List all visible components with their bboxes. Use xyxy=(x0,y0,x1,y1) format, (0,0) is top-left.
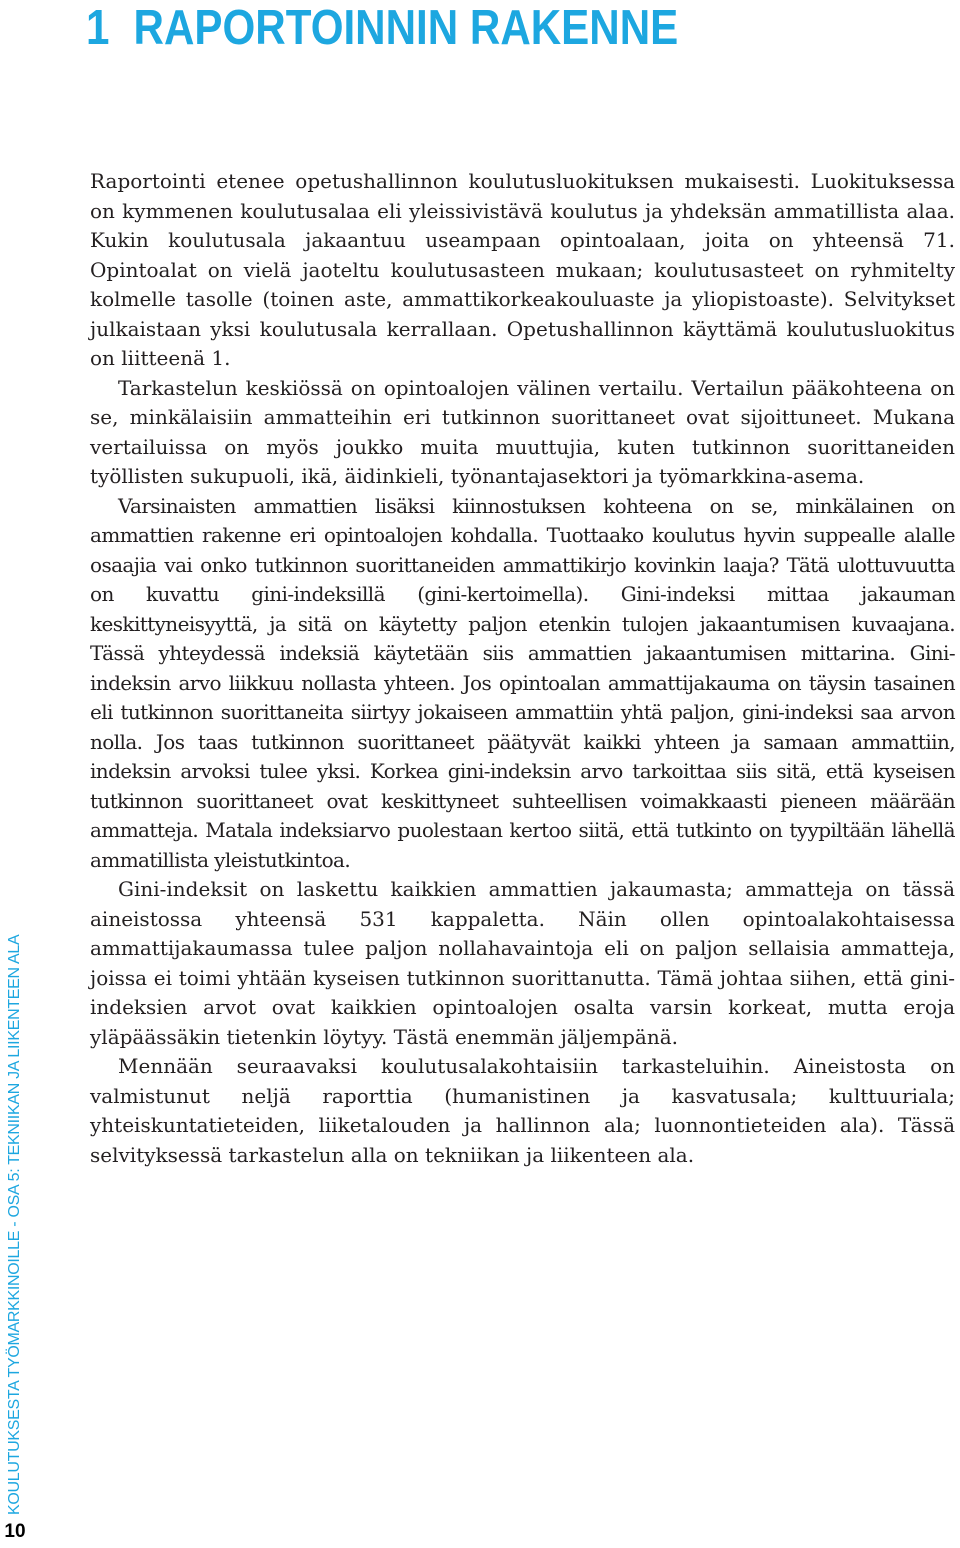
chapter-heading xyxy=(86,0,678,56)
paragraph: Gini-indeksit on laskettu kaikkien ammattien jakaumasta; ammatteja on tässä aineistossa yhteensä 531 kappaletta. Näin ollen opintoalakohtaisessa ammattijakaumassa tulee paljon nollahavaintoja eli on paljon sellaisia ammatteja, joissa ei toimi yhtään kyseisen tutkinnon suorittanutta. Tämä johtaa siihen, että gini-indeksien arvot ovat kaikkien opintoalojen osalta varsin korkeat, mutta eroja yläpäässäkin tietenkin löytyy. Tästä enemmän jäljempänä. xyxy=(90,877,955,1049)
body-text xyxy=(90,167,955,1170)
paragraph: Mennään seuraavaksi koulutusalakohtaisiin tarkasteluihin. Aineistosta on valmistunut neljä raporttia (humanistinen ja kasvatusala; kulttuuriala; yhteiskuntatieteiden, liiketalouden ja hallinnon ala; luonnontieteiden ala). Tässä selvityksessä tarkastelun alla on tekniikan ja liikenteen ala. xyxy=(90,1054,955,1167)
page-number: 10 xyxy=(4,1521,26,1542)
paragraph: Varsinaisten ammattien lisäksi kiinnostuksen kohteena on se, minkälainen on ammattien rakenne eri opintoalojen kohdalla. Tuottaako koulutus hyvin suppealle alalle osaajia vai onko tutkinnon suorittaneiden ammattikirjo kovinkin laaja? Tätä ulottuvuutta on kuvattu gini-indeksillä (gini-kertoimella). Gini-indeksi mittaa jakauman keskittyneisyyttä, ja sitä on käytetty paljon etenkin tulojen jakaantumisen kuvaajana. Tässä yhteydessä indeksiä käytetään siis ammattien jakaantumisen mittarina. Gini-indeksin arvo liikkuu nollasta yhteen. Jos opintoalan ammattijakauma on täysin tasainen eli tutkinnon suorittaneita siirtyy jokaiseen ammattiin yhtä paljon, gini-indeksi saa arvon nolla. Jos taas tutkinnon suorittaneet päätyvät kaikki yhteen ja samaan ammattiin, indeksin arvoksi tulee yksi. Korkea gini-indeksin arvo tarkoittaa siis sitä, että kyseisen tutkinnon suorittaneet ovat keskittyneet suhteellisen voimakkaasti pieneen määrään ammatteja. Matala indeksiarvo puolestaan kertoo siitä, että tutkinto on tyypiltään lähellä ammatillista yleistutkintoa. xyxy=(90,493,955,872)
chapter-number: 1 xyxy=(86,1,110,55)
chapter-title: RAPORTOINNIN RAKENNE xyxy=(133,1,679,55)
running-title: KOULUTUKSESTA TYÖMARKKINOILLE - OSA 5: TEKNIIKAN JA LIIKENTEEN ALA xyxy=(6,934,23,1515)
paragraph: Tarkastelun keskiössä on opintoalojen välinen vertailu. Vertailun pääkohteena on se, minkälaisiin ammatteihin eri tutkinnon suorittaneet ovat sijoittuneet. Mukana vertailuissa on myös joukko muita muuttujia, kuten tutkinnon suorittaneiden työllisten sukupuoli, ikä, äidinkieli, työnantajasektori ja työmarkkina-asema. xyxy=(90,375,955,488)
paragraph: Raportointi etenee opetushallinnon koulutusluokituksen mukaisesti. Luokituksessa on kymmenen koulutusalaa eli yleissivistävä koulutus ja yhdeksän ammatillista alaa. Kukin koulutusala jakaantuu useampaan opintoalaan, joita on yhteensä 71. Opintoalat on vielä jaoteltu koulutusasteen mukaan; koulutusasteet on ryhmitelty kolmelle tasolle (toinen aste, ammattikorkeakouluaste ja yliopistoaste). Selvitykset julkaistaan yksi koulutusala kerrallaan. Opetushallinnon käyttämä koulutusluokitus on liitteenä 1. xyxy=(90,169,955,370)
